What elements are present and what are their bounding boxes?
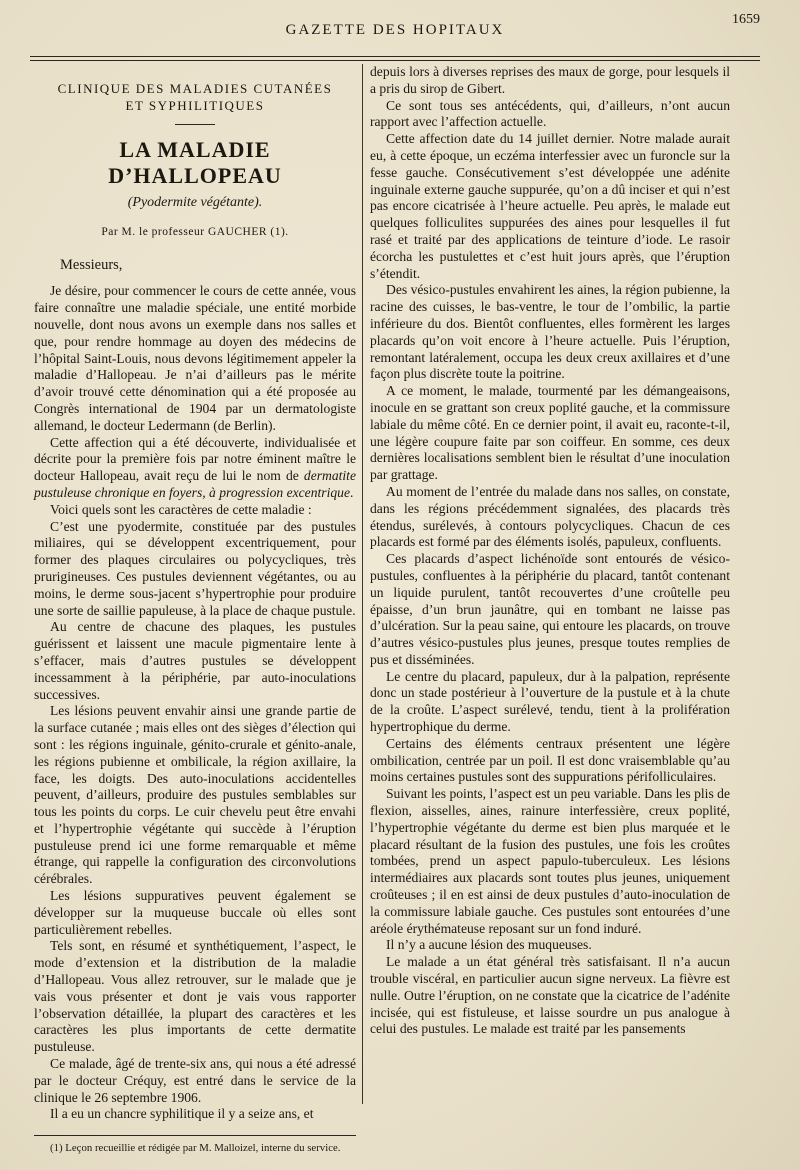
column-divider — [362, 64, 363, 1104]
footnote: (1) Leçon recueillie et rédigée par M. Malloizel, interne du service. — [50, 1142, 341, 1155]
paragraph: Il a eu un chancre syphilitique il y a seize ans, et — [50, 1106, 314, 1122]
paragraph: Les lésions peuvent envahir ainsi une grande partie de la surface cutanée ; mais elles ont des sièges d’élection qui sont : les régions inguinale, génito-crurale et génito-anale, les régions pubienne et ombilicale, la région axillaire, la face, les doigts. Des auto-inoculations accidentelles peuvent, d’ailleurs, produire des pustules semblables sur tous les points du corps. Le cuir chevelu peut être envahi et l’hypertrophie végétante qui succède à l’éruption pustuleuse prend ici une forme remarquable et même étrange, qui rappelle la configuration des circonvolutions cérébrales. — [34, 703, 356, 887]
paragraph: Cette affection qui a été découverte, individualisée et décrite pour la première fois par notre éminent maître le docteur Hallopeau, avait reçu de lui le nom de dermatite pustuleuse chronique en foyers, à progression excentrique. — [34, 434, 356, 500]
paragraph: Je désire, pour commencer le cours de cette année, vous faire connaître une maladie spéciale, une entité morbide nouvelle, dont nous avons un exemple dans nos salles et que, pour rendre hommage au doyen des médecins de l’hôpital Saint-Louis, nous devons légitimement appeler la maladie d’Hallopeau. Je n’ai d’ailleurs pas le mérite d’avoir trouvé cette dénomination qui a été proposée au Congrès international de 1904 par un dermatologiste allemand, le docteur Ledermann (de Berlin). — [34, 283, 356, 433]
paragraph: Au centre de chacune des plaques, les pustules guérissent et laissent une macule pigmentaire lente à s’effacer, mais d’autres pustules se développent incessamment à la périphérie, par auto-inoculations successives. — [34, 619, 356, 702]
paragraph: Ce malade, âgé de trente-six ans, qui nous a été adressé par le docteur Créquy, est entré dans le service de la clinique le 26 septembre 1906. — [34, 1056, 356, 1105]
paragraph: Certains des éléments centraux présentent une légère ombilication, centrée par un poil. Il est donc vraisemblable qu’au moins certaines pustules sont des suppurations périfolliculaires. — [370, 735, 730, 785]
paragraph: Le centre du placard, papuleux, dur à la palpation, représente donc un stade postérieur à l’ouverture de la pustule et à la chute de la croûte. L’aspect surélevé, tendu, tient à la prolifération hypertrophique du derme. — [370, 668, 730, 735]
paragraph: Cette affection date du 14 juillet dernier. Notre malade aurait eu, à cette époque, un eczéma interfessier avec un furoncle sur la fesse gauche. Consécutivement s’est développée une adénite inguinale externe gauche suppurée, qu’on a dû inciser et qui n’est pas encore cicatrisée à l’heure actuelle. Peu après, le malade eut quelques folliculites suppurées des aines pour lesquelles il fut rasé et traité par des applications de teinture d’iode. Le rasoir écorcha les pustulettes et c’est huit jours après, que l’éruption s’étendit. — [370, 131, 730, 281]
paragraph: Des vésico-pustules envahirent les aines, la région pubienne, la racine des cuisses, le bas-ventre, le tour de l’ombilic, la partie inférieure du dos. Bientôt confluentes, elles formèrent les larges placards qu’on voit encore à l’heure actuelle. Puis l’éruption, remontant latéralement, occupa les deux creux axillaires et d’une façon plus discrète toute la poitrine. — [370, 282, 730, 382]
header-rule-thin — [30, 60, 760, 61]
author-byline: Par M. le professeur GAUCHER (1). — [101, 225, 289, 238]
left-column — [34, 64, 356, 1155]
journal-title: GAZETTE DES HOPITAUX — [285, 22, 505, 38]
paragraph: Ces placards d’aspect lichénoïde sont entourés de vésico-pustules, confluentes à la périphérie du placard, tantôt contenant un liquide purulent, tantôt recouvertes d’une croûtelle peu épaisse, d’un brun jaunâtre, qui en tombant ne laisse pas d’ulcération. Sur la peau saine, qui entoure les placards, on trouve d’autres vésico-pustules plus jeunes, presque toutes remplies de pus et disséminées. — [370, 551, 730, 667]
paragraph: Ce sont tous ses antécédents, qui, d’ailleurs, n’ont aucun rapport avec l’affection actuelle. — [370, 97, 730, 130]
section-heading-line-1: CLINIQUE DES MALADIES CUTANÉES — [57, 81, 333, 96]
page-number: 1659 — [732, 12, 760, 27]
section-heading — [34, 80, 356, 114]
running-head — [30, 10, 760, 44]
paragraph: Il n’y a aucune lésion des muqueuses. — [386, 937, 592, 953]
paragraph: Le malade a un état général très satisfaisant. Il n’a aucun trouble viscéral, en particulier aucun signe nerveux. La fièvre est nulle. Outre l’éruption, on ne constate que la cicatrice de l’adénite incisée, qui est fistuleuse, et laisse sourdre un pus analogue à celui des pustules. Le malade est traité par les pansements — [370, 954, 730, 1037]
footnote-rule — [34, 1135, 356, 1136]
article-title: LA MALADIE D’HALLOPEAU — [108, 137, 282, 188]
paragraph: Les lésions suppuratives peuvent également se développer sur la muqueuse buccale où elles sont particulièrement rebelles. — [34, 888, 356, 937]
paragraph: depuis lors à diverses reprises des maux de gorge, pour lesquels il a pris du sirop de Gibert. — [370, 64, 730, 96]
paragraph: Au moment de l’entrée du malade dans nos salles, on constate, dans les régions précédemment signalées, des placards très étendus, surélevés, à contours polycycliques. Chacun de ces placards est formé par des éléments isolés, papuleux, confluents. — [370, 483, 730, 550]
disease-name-italic: dermatite pustuleuse chronique en foyers, à progression excentrique — [34, 468, 356, 500]
right-column — [370, 64, 730, 1038]
section-rule — [175, 124, 215, 125]
paragraph: Tels sont, en résumé et synthétiquement, l’aspect, le mode d’extension et la distribution de la maladie d’Hallopeau. Vous allez retrouver, sur le malade que je vais vous présenter et dont je vais vous rapporter l’observation détaillée, la plupart des caractères et les caractères les plus importants de cette dermatite pustuleuse. — [34, 938, 356, 1055]
section-heading-line-2: ET SYPHILITIQUES — [125, 98, 265, 113]
paragraph: Voici quels sont les caractères de cette maladie : — [50, 501, 312, 517]
paragraph: C’est une pyodermite, constituée par des pustules miliaires, qui se développent excentriquement, pour former des plaques circulaires ou polycycliques, très prurigineuses. Ces pustules deviennent végétantes, ou au moins, le derme sous-jacent s’hypertrophie pour produire une sorte de saillie papuleuse, à la place de chaque pustule. — [34, 518, 356, 618]
header-rule — [30, 56, 760, 57]
salutation: Messieurs, — [60, 256, 123, 273]
paragraph: Suivant les points, l’aspect est un peu variable. Dans les plis de flexion, aisselles, aines, rainure interfessière, creux poplité, l’hypertrophie végétante du derme est bien plus marquée et le placard résultant de la fusion des pustules, une fois les croûtes tombées, prend un aspect papulo-tuberculeux. Les lésions intermédiaires aux placards sont toutes plus jeunes, uniquement croûteuses ; il en est ainsi de deux pustules d’auto-inoculation de la commissure labiale gauche. Ces pustules sont entourées d’une aréole érythémateuse reposant sur un fond induré. — [370, 786, 730, 936]
paragraph: A ce moment, le malade, tourmenté par les démangeaisons, inocule en se grattant son creux poplité gauche, et la commissure labiale du même côté. En ce dernier point, il avait eu, raconte-t-il, une légère coupure faite par son coiffeur. En somme, ces deux dernières localisations semblent bien le résultat d’une inoculation par grattage. — [370, 383, 730, 483]
article-subtitle: (Pyodermite végétante). — [127, 195, 263, 210]
